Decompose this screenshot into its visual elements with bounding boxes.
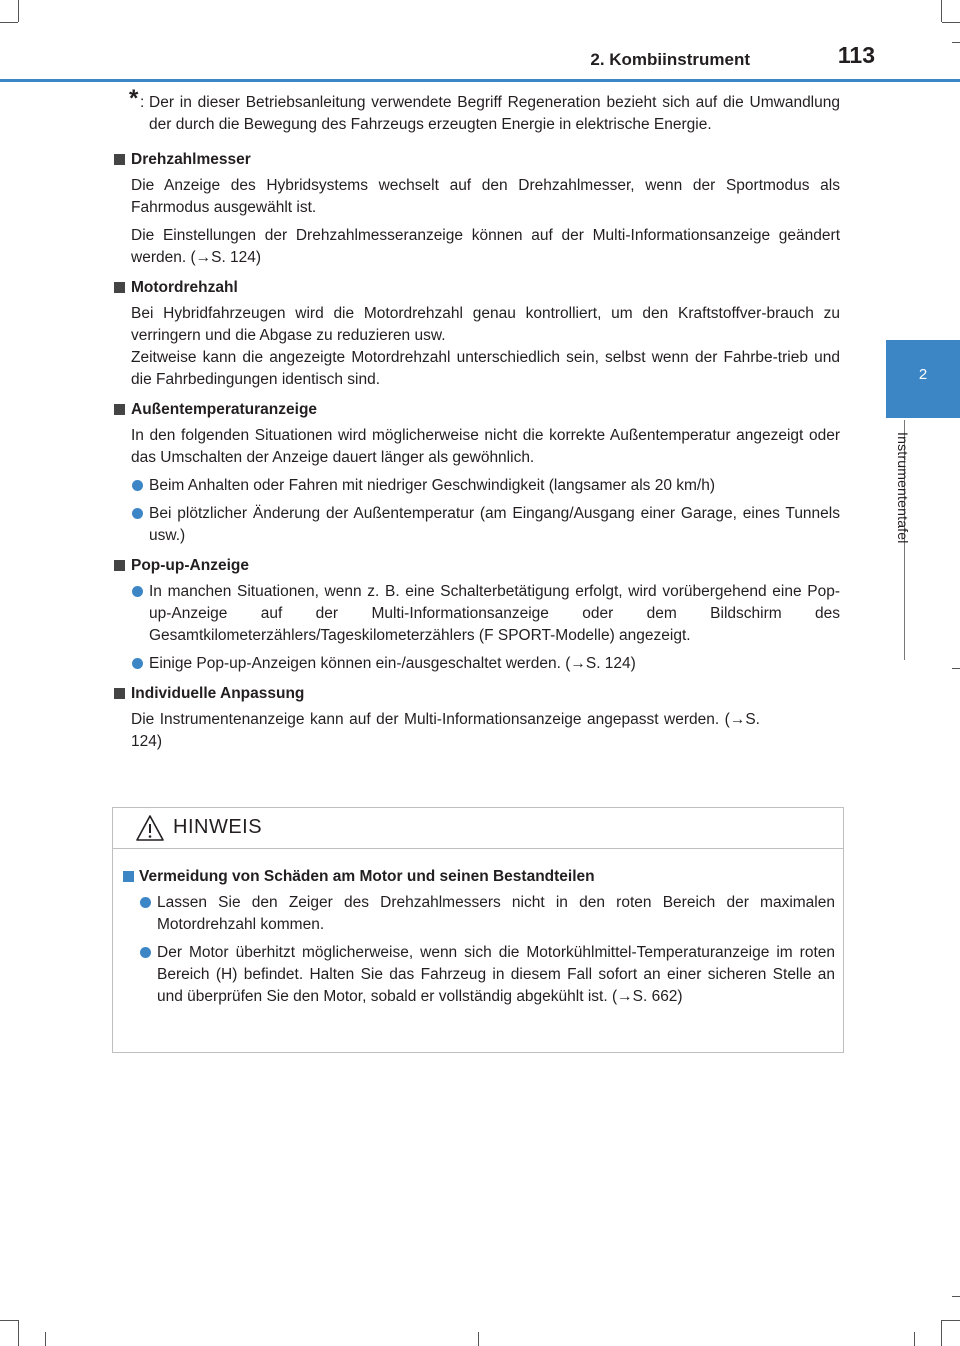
paragraph: In den folgenden Situationen wird möglicherweise nicht die korrekte Außentemperatur angezeigt oder das Umschalten der Anzeige dauert länger als gewöhnlich. (131, 427, 840, 466)
footnote-text: Der in dieser Betriebsanleitung verwendete Begriff Regeneration bezieht sich auf die Umwandlung der durch die Bewegung des Fahrzeugs erzeugten Energie in elektrische Energie. (149, 94, 840, 133)
list-item: Einige Pop-up-Anzeigen können ein-/ausgeschaltet werden. (→S. 124) (112, 653, 840, 675)
chapter-tab-number: 2 (918, 366, 928, 383)
square-bullet-icon (114, 282, 125, 293)
list-item: Bei plötzlicher Änderung der Außentemperatur (am Eingang/Ausgang einer Garage, eines Tunnels usw.) (112, 503, 840, 547)
chapter-tab-label: Instrumententafel (895, 432, 911, 544)
footnote-marker: * (129, 85, 139, 112)
crop-mark (0, 1320, 18, 1321)
crop-mark (941, 1320, 942, 1346)
crop-mark (942, 1320, 960, 1321)
section-heading-drehzahlmesser: Drehzahlmesser (112, 149, 840, 171)
chapter-tab (886, 340, 960, 418)
round-bullet-icon (132, 586, 143, 597)
section-heading-motordrehzahl: Motordrehzahl (112, 277, 840, 299)
footnote (112, 85, 840, 136)
round-bullet-icon (132, 508, 143, 519)
hinweis-section-heading: Vermeidung von Schäden am Motor und seinen Bestandteilen (113, 866, 843, 888)
hinweis-box (112, 807, 844, 1053)
square-bullet-icon (114, 154, 125, 165)
list-item: Der Motor überhitzt möglicherweise, wenn sich die Motorkühlmittel-Temperaturanzeige im roten Bereich (H) befindet. Halten Sie das Fahrzeug in diesem Fall sofort an einer sicheren Stelle an und überprüfen Sie den Motor, sobald er vollständig abgekühlt ist. (→S. 662) (113, 942, 843, 1008)
square-bullet-icon (114, 404, 125, 415)
section-heading-popup: Pop-up-Anzeige (112, 555, 840, 577)
paragraph: Bei Hybridfahrzeugen wird die Motordrehzahl genau kontrolliert, um den Kraftstoffver-brauch zu verringern und die Abgase zu reduzieren usw. (131, 305, 840, 344)
section-heading-aussentemperatur: Außentemperaturanzeige (112, 399, 840, 421)
list-item: Lassen Sie den Zeiger des Drehzahlmessers nicht in den roten Bereich der maximalen Motordrehzahl kommen. (113, 892, 843, 936)
hinweis-header (113, 808, 843, 849)
crop-mark (45, 1332, 46, 1346)
square-bullet-icon (114, 688, 125, 699)
crop-mark (952, 1296, 960, 1297)
page-number: 113 (837, 42, 875, 68)
section-heading-anpassung: Individuelle Anpassung (112, 683, 840, 705)
paragraph: Zeitweise kann die angezeigte Motordrehzahl unterschiedlich sein, selbst wenn der Fahrbe-trieb und die Fahrbedingungen identisch sind. (131, 349, 840, 388)
header-rule (0, 79, 960, 82)
round-bullet-icon (140, 947, 151, 958)
hinweis-title: HINWEIS (173, 816, 263, 838)
footnote-separator: : (140, 94, 145, 111)
round-bullet-icon (140, 897, 151, 908)
list-item: Beim Anhalten oder Fahren mit niedriger Geschwindigkeit (langsamer als 20 km/h) (112, 475, 840, 497)
crop-mark (18, 1320, 19, 1346)
chapter-title: 2. Kombiinstrument (590, 50, 750, 69)
crop-mark (478, 1332, 479, 1346)
crop-mark (952, 668, 960, 669)
crop-mark (942, 22, 960, 23)
paragraph: Die Anzeige des Hybridsystems wechselt auf den Drehzahlmesser, wenn der Sportmodus als Fahrmodus ausgewählt ist. (131, 177, 840, 216)
crop-mark (914, 1332, 915, 1346)
crop-mark (0, 22, 18, 23)
warning-triangle-icon (135, 814, 165, 842)
square-bullet-icon (123, 871, 134, 882)
round-bullet-icon (132, 658, 143, 669)
list-item: In manchen Situationen, wenn z. B. eine Schalterbetätigung erfolgt, wird vorübergehend eine Pop-up-Anzeige auf der Multi-Informationsanzeige oder dem Bildschirm des Gesamtkilometerzählers/Tageskilometerzählers (F SPORT-Modelle) angezeigt. (112, 581, 840, 647)
crop-mark (952, 42, 960, 43)
round-bullet-icon (132, 480, 143, 491)
crop-mark (941, 0, 942, 22)
crop-mark (18, 0, 19, 22)
main-content (112, 85, 840, 759)
paragraph: Die Einstellungen der Drehzahlmesseranzeige können auf der Multi-Informationsanzeige geändert werden. (→S. 124) (131, 227, 840, 266)
paragraph: Die Instrumentenanzeige kann auf der Multi-Informationsanzeige angepasst werden. (→S. 124) (131, 711, 760, 750)
hinweis-body (113, 866, 843, 1014)
square-bullet-icon (114, 560, 125, 571)
